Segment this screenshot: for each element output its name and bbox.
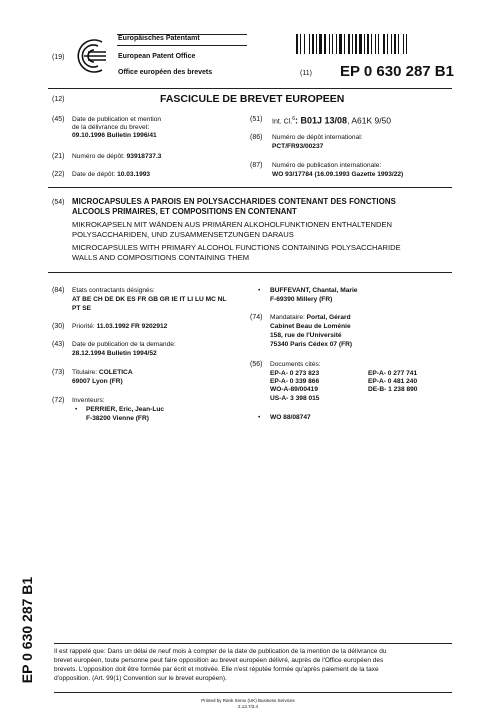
field-84-value-1: AT BE CH DE DK ES FR GB GR IE IT LI LU MC NL (72, 296, 227, 303)
footer-notice-2: brevet européen, toute personne peut faire opposition au brevet européen délivré, auprès de l'Office européen des (54, 657, 384, 664)
citation: US-A- 3 398 015 (270, 394, 320, 402)
field-74-line-4: 75340 Paris Cédex 07 (FR) (270, 341, 353, 348)
field-45-code: (45) (52, 116, 65, 123)
citation-row (270, 395, 460, 403)
field-87-label: Numéro de publication internationale: (272, 162, 382, 169)
title-fr-2: ALCOOLS PRIMAIRES, ET COMPOSITIONS EN CONTENANT (72, 207, 297, 216)
citation: EP-A- 0 339 866 (270, 378, 320, 386)
field-74-code: (74) (250, 314, 263, 321)
field-12-code: (12) (52, 96, 65, 103)
header-rule-mid (117, 45, 247, 46)
field-86-value: PCT/FR93/00237 (272, 143, 324, 150)
field-74-line-2: Cabinet Beau de Loménie (270, 323, 351, 330)
field-51-value: : B01J 13/08 (295, 115, 348, 126)
field-51-code: (51) (250, 116, 263, 123)
rule-3 (48, 272, 452, 273)
field-22-value: 10.03.1993 (117, 171, 151, 178)
field-87-value: WO 93/17784 (16.09.1993 Gazette 1993/22) (272, 171, 404, 178)
field-84-code: (84) (52, 287, 65, 294)
field-21-label: Numéro de dépôt: (72, 153, 127, 160)
title-fr-1: MICROCAPSULES A PAROIS EN POLYSACCHARIDES CONTENANT DES FONCTIONS (72, 197, 396, 206)
field-45-label-1: Date de publication et mention (72, 116, 162, 123)
extra-citation: WO 88/08747 (270, 414, 311, 421)
field-51-label: Int. Cl. (272, 118, 293, 126)
field-54-code: (54) (52, 199, 65, 206)
field-43-label: Date de publication de la demande: (72, 341, 176, 348)
field-43-code: (43) (52, 341, 65, 348)
field-22-label: Date de dépôt: (72, 171, 118, 178)
field-22 (72, 171, 150, 179)
printer-ref: 2.13.7/3.4 (237, 704, 259, 709)
field-30-value: 11.03.1992 FR 9202912 (96, 323, 168, 330)
epo-logo-icon (68, 36, 106, 76)
barcode (296, 34, 446, 54)
field-72-code: (72) (52, 397, 65, 404)
citation-row (270, 378, 460, 386)
field-43-value: 28.12.1994 Bulletin 1994/52 (72, 350, 157, 357)
citations-table (270, 370, 460, 403)
field-73-value-2: 69007 Lyon (FR) (72, 378, 123, 385)
inventor-2-bullet: • (258, 287, 261, 294)
field-51-sup: 6 (292, 116, 296, 122)
field-74-line-3: 158, rue de l'Université (270, 332, 342, 339)
field-21-code: (21) (52, 153, 65, 160)
field-72-label: Inventeurs: (72, 397, 105, 404)
field-72-value-2: F-38200 Vienne (FR) (86, 415, 149, 422)
field-74 (270, 314, 351, 322)
field-84-label: Etats contractants désignés: (72, 287, 155, 294)
field-84-value-2: PT SE (72, 305, 92, 312)
field-19-code: (19) (52, 54, 65, 61)
field-72-bullet: • (75, 406, 78, 413)
footer-rule-bottom (54, 692, 452, 693)
citation: DE-B- 1 238 890 (368, 386, 418, 394)
title-de-2: POLYSACCHARIDEN, UND ZUSAMMENSETZUNGEN DARAUS (72, 230, 294, 239)
citation-row (270, 370, 460, 378)
field-11-code: (11) (300, 70, 312, 77)
field-56-code: (56) (250, 361, 263, 368)
field-30-label: Priorité: (72, 323, 97, 330)
footer-notice-1: Il est rappelé que: Dans un délai de neuf mois à compter de la date de publication de la mention de la délivrance du (54, 648, 387, 655)
footer-notice-3: brevets. L'opposition doit être formée par écrit et motivée. Elle n'est réputée formée qu'après paiement de la taxe (54, 666, 379, 673)
title-de-1: MIKROKAPSELN MIT WÄNDEN AUS PRIMÄREN ALKOHOLFUNKTIONEN ENTHALTENDEN (72, 220, 392, 229)
office-name-fr: Office européen des brevets (118, 69, 213, 76)
field-45-value: 09.10.1996 Bulletin 1996/41 (72, 132, 157, 139)
footer-notice-4: d'opposition. (Art. 99(1) Convention sur le brevet européen). (54, 675, 227, 682)
field-73-label: Titulaire: (72, 369, 99, 376)
field-51-value2: , A61K 9/50 (347, 115, 392, 126)
footer-rule (54, 643, 452, 644)
field-73-code: (73) (52, 369, 65, 376)
inventor-2-line-2: F-69390 Millery (FR) (270, 296, 333, 303)
side-publication-number: EP 0 630 287 B1 (19, 576, 35, 684)
title-en-1: MICROCAPSULES WITH PRIMARY ALCOHOL FUNCTIONS CONTAINING POLYSACCHARIDE (72, 243, 401, 252)
rule-1 (48, 88, 452, 89)
citation: EP-A- 0 273 823 (270, 370, 320, 377)
office-name-en: European Patent Office (118, 53, 196, 60)
field-22-code: (22) (52, 171, 65, 178)
field-86-code: (86) (250, 134, 263, 141)
field-45-label-2: de la délivrance du brevet: (72, 124, 150, 131)
field-30 (72, 323, 167, 331)
field-73 (72, 369, 133, 377)
citation-row (270, 386, 460, 394)
field-21 (72, 153, 161, 161)
title-en-2: WALLS AND COMPOSITIONS CONTAINING THEM (72, 253, 250, 262)
field-30-code: (30) (52, 323, 65, 330)
extra-citation-bullet: • (258, 414, 261, 421)
office-name-de: Europäisches Patentamt (118, 35, 200, 42)
field-21-value: 93918737.3 (126, 153, 162, 160)
citation: WO-A-89/00419 (270, 386, 319, 394)
inventor-2-line-1: BUFFEVANT, Chantal, Marie (270, 287, 358, 294)
citation: EP-A- 0 277 741 (368, 370, 418, 377)
citation: EP-A- 0 481 240 (368, 378, 418, 386)
field-51 (272, 114, 391, 127)
field-56-label: Documents cités: (270, 361, 321, 368)
publication-number: EP 0 630 287 B1 (340, 63, 454, 80)
field-87-code: (87) (250, 162, 263, 169)
field-73-value-1: COLETICA (98, 369, 133, 376)
field-74-label: Mandataire: (270, 314, 307, 321)
field-86-label: Numéro de dépôt international: (272, 134, 363, 141)
rule-2 (48, 187, 452, 188)
field-74-line-1: Portal, Gérard (306, 314, 351, 321)
document-type: FASCICULE DE BREVET EUROPEEN (160, 93, 345, 105)
field-72-value-1: PERRIER, Eric, Jean-Luc (86, 406, 165, 413)
printer-line: Printed by Rank Xerox (UK) Business Services (201, 698, 295, 703)
